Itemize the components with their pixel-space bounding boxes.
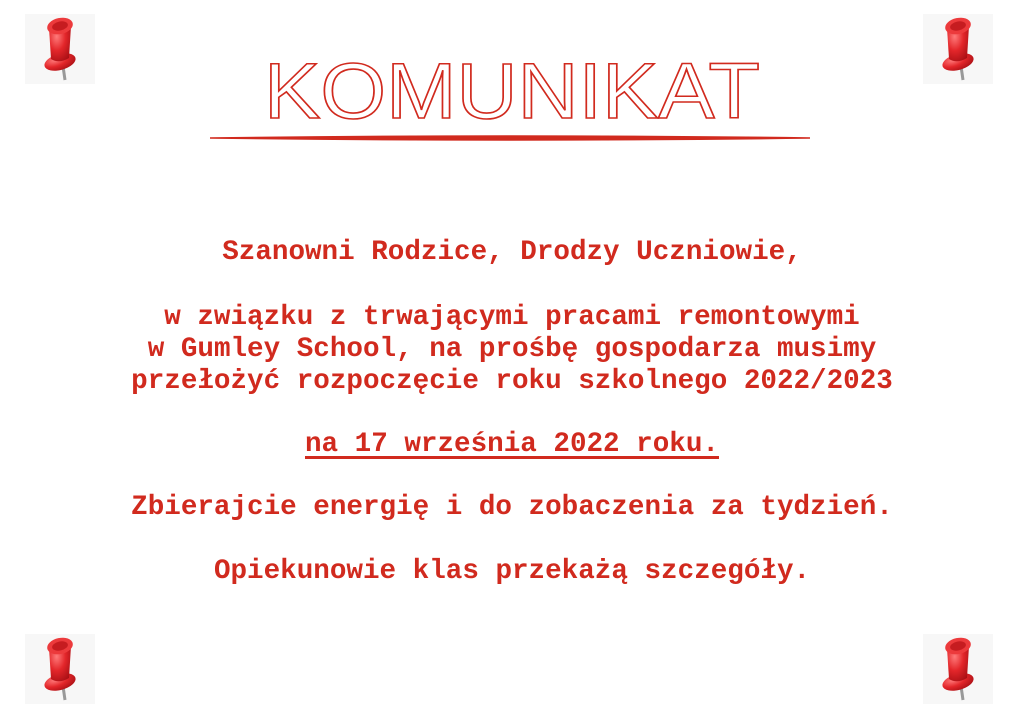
page-title: KOMUNIKAT: [264, 46, 760, 135]
encouragement: Zbierajcie energię i do zobaczenia za tydzień.: [131, 492, 893, 523]
pushpin-icon: [25, 634, 95, 704]
paragraph-line: w związku z trwającymi pracami remontowymi: [164, 302, 860, 333]
paragraph-line: w Gumley School, na prośbę gospodarza musimy: [147, 334, 877, 365]
new-date: na 17 września 2022 roku.: [305, 429, 719, 460]
pushpin-icon: [923, 634, 993, 704]
paragraph-line: przełożyć rozpoczęcie roku szkolnego 2022/2023: [131, 366, 893, 397]
title-underline: [210, 136, 810, 140]
greeting: Szanowni Rodzice, Drodzy Uczniowie,: [222, 237, 802, 268]
title-block: [0, 40, 1024, 150]
details-note: Opiekunowie klas przekażą szczegóły.: [213, 556, 811, 587]
